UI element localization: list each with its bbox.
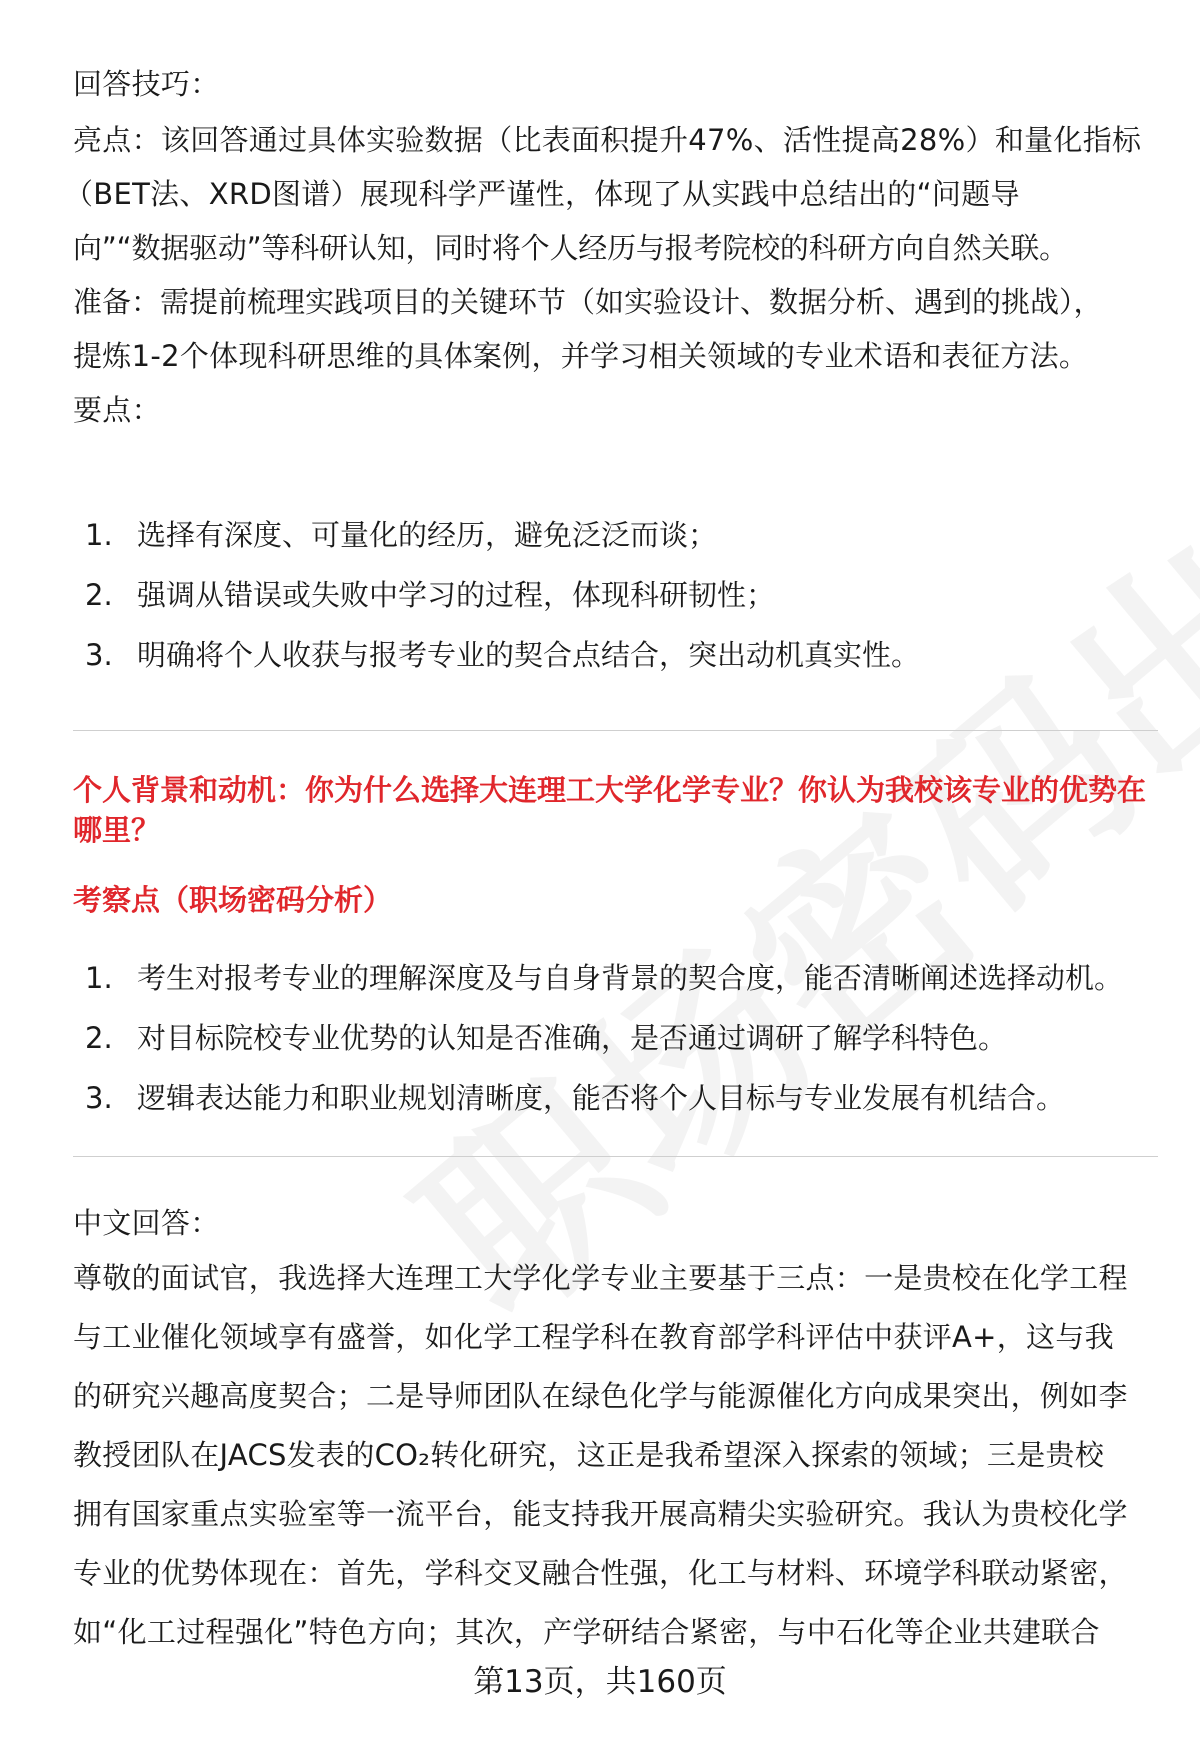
- highlight-line: （BET法、XRD图谱）展现科学严谨性，体现了从实践中总结出的“问题导: [64, 177, 1020, 211]
- prep-line: 准备：需提前梳理实践项目的关键环节（如实验设计、数据分析、遇到的挑战），: [73, 285, 1103, 319]
- section-divider: [73, 1156, 1158, 1157]
- section-divider: [73, 730, 1158, 731]
- list-number: 1.: [85, 518, 113, 552]
- list-number: 2.: [85, 1021, 113, 1055]
- list-text: 选择有深度、可量化的经历，避免泛泛而谈；: [137, 518, 718, 552]
- list-item: [73, 948, 1123, 1008]
- highlight-line: 向”“数据驱动”等科研认知，同时将个人经历与报考院校的科研方向自然关联。: [73, 231, 1068, 265]
- prep-line: 提炼1-2个体现科研思维的具体案例，并学习相关领域的专业术语和表征方法。: [73, 339, 1089, 373]
- key-points-label: 要点：: [73, 393, 161, 427]
- answer-line: 与工业催化领域享有盛誉，如化学工程学科在教育部学科评估中获评A+，这与我: [73, 1320, 1114, 1354]
- list-text: 考生对报考专业的理解深度及与自身背景的契合度，能否清晰阐述选择动机。: [137, 961, 1124, 995]
- list-number: 2.: [85, 578, 113, 612]
- focus-points-list: [73, 948, 1123, 1128]
- answer-line: 专业的优势体现在：首先，学科交叉融合性强，化工与材料、环境学科联动紧密，: [73, 1556, 1128, 1590]
- list-text: 逻辑表达能力和职业规划清晰度，能否将个人目标与专业发展有机结合。: [137, 1081, 1066, 1115]
- page-number: 第13页，共160页: [473, 1664, 727, 1700]
- answer-line: 教授团队在JACS发表的CO₂转化研究，这正是我希望深入探索的领域；三是贵校: [73, 1438, 1105, 1472]
- list-number: 1.: [85, 961, 113, 995]
- list-text: 明确将个人收获与报考专业的契合点结合，突出动机真实性。: [137, 638, 921, 672]
- watermark: [350, 330, 1200, 1371]
- focus-heading: 考察点（职场密码分析）: [73, 883, 393, 917]
- list-item: [73, 1068, 1123, 1128]
- highlight-line: 亮点：该回答通过具体实验数据（比表面积提升47%、活性提高28%）和量化指标: [73, 123, 1142, 157]
- answer-heading: 中文回答：: [73, 1206, 220, 1240]
- list-text: 强调从错误或失败中学习的过程，体现科研韧性；: [137, 578, 776, 612]
- list-item: [73, 505, 920, 565]
- list-item: [73, 565, 920, 625]
- answer-line: 拥有国家重点实验室等一流平台，能支持我开展高精尖实验研究。我认为贵校化学: [73, 1497, 1128, 1531]
- list-text: 对目标院校专业优势的认知是否准确，是否通过调研了解学科特色。: [137, 1021, 1008, 1055]
- list-number: 3.: [85, 1081, 113, 1115]
- answer-line: 的研究兴趣高度契合；二是导师团队在绿色化学与能源催化方向成果突出，例如李: [73, 1379, 1128, 1413]
- answer-line: 尊敬的面试官，我选择大连理工大学化学专业主要基于三点：一是贵校在化学工程: [73, 1261, 1128, 1295]
- list-number: 3.: [85, 638, 113, 672]
- key-points-list: [73, 505, 920, 685]
- tips-heading: 回答技巧：: [73, 67, 220, 101]
- list-item: [73, 1008, 1123, 1068]
- question-title: 个人背景和动机：你为什么选择大连理工大学化学专业？你认为我校该专业的优势在哪里？: [73, 773, 1147, 847]
- list-item: [73, 625, 920, 685]
- answer-line: 如“化工过程强化”特色方向；其次，产学研结合紧密，与中石化等企业共建联合: [73, 1615, 1100, 1649]
